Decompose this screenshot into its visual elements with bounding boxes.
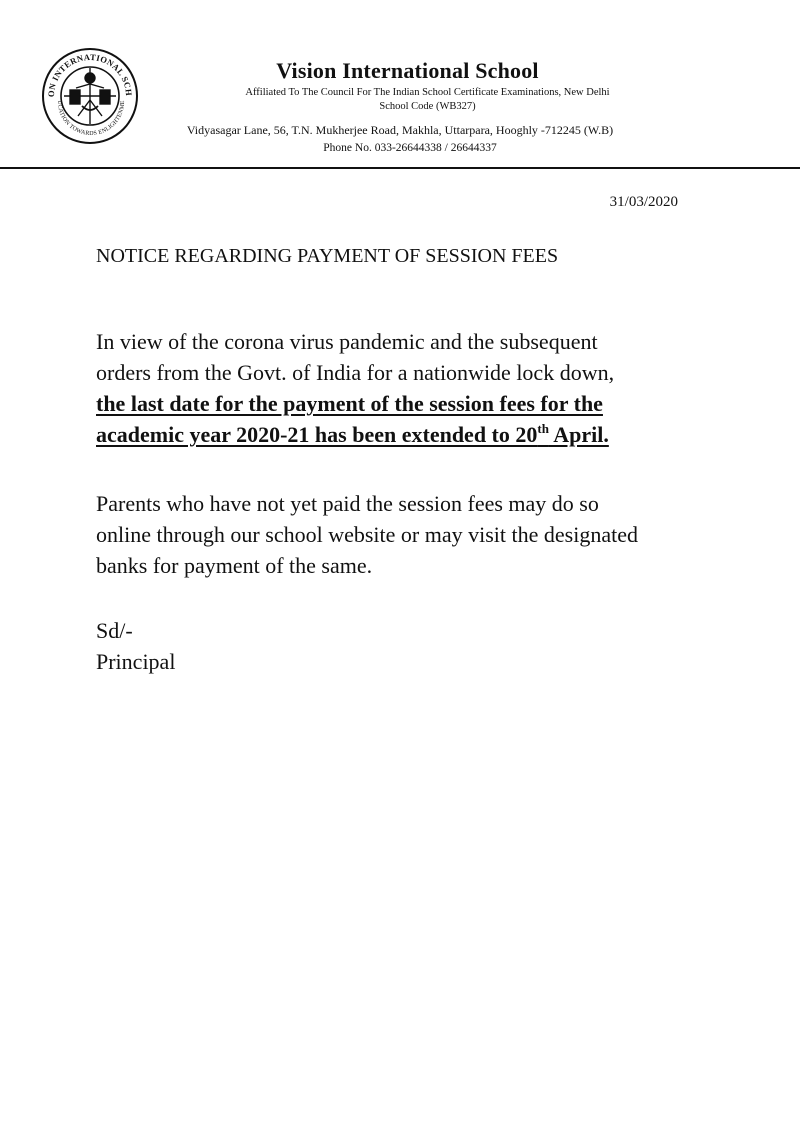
logo-ring-text-top: ON INTERNATIONAL SCH <box>45 51 135 98</box>
emphasis-line <box>96 419 706 450</box>
notice-date: 31/03/2020 <box>609 194 678 210</box>
logo-ring-text-bottom: UCATION TOWARDS ENLIGHTENME <box>55 100 127 138</box>
svg-text:VISION INTERNATIONAL SCHOOL <box>38 44 134 97</box>
school-name: Vision International School <box>276 58 539 83</box>
emphasis-text <box>96 422 609 447</box>
paragraph-line: In view of the corona virus pandemic and the subsequent <box>96 329 598 354</box>
header-divider <box>0 167 800 169</box>
school-crest-logo <box>38 44 142 148</box>
paragraph-line: banks for payment of the same. <box>96 553 373 578</box>
school-code: School Code (WB327) <box>379 101 476 112</box>
emphasis-line <box>96 388 706 419</box>
paragraph-line: orders from the Govt. of India for a nationwide lock down, <box>96 360 615 385</box>
emphasis-text-part: academic year 2020-21 has been extended to 20 <box>96 422 538 447</box>
signature-mark: Sd/- <box>96 618 133 643</box>
school-phone: Phone No. 033-26644338 / 26644337 <box>323 142 497 154</box>
signatory-title: Principal <box>96 649 176 674</box>
notice-paragraph-2 <box>96 488 706 581</box>
paragraph-line: online through our school website or may visit the designated <box>96 522 638 547</box>
emphasis-text-part: April. <box>548 422 609 447</box>
ordinal-suffix: th <box>537 421 549 436</box>
school-address: Vidyasagar Lane, 56, T.N. Mukherjee Road, Makhla, Uttarpara, Hooghly -712245 (W.B) <box>186 123 614 137</box>
signature-block <box>96 615 175 677</box>
school-crest-icon <box>38 44 142 148</box>
notice-paragraph-1 <box>96 326 706 450</box>
affiliation-text: Affiliated To The Council For The Indian School Certificate Examinations, New Delhi <box>245 87 610 98</box>
paragraph-line: Parents who have not yet paid the session fees may do so <box>96 491 599 516</box>
notice-title: NOTICE REGARDING PAYMENT OF SESSION FEES <box>96 245 559 267</box>
emphasis-text: the last date for the payment of the session fees for the <box>96 391 603 416</box>
